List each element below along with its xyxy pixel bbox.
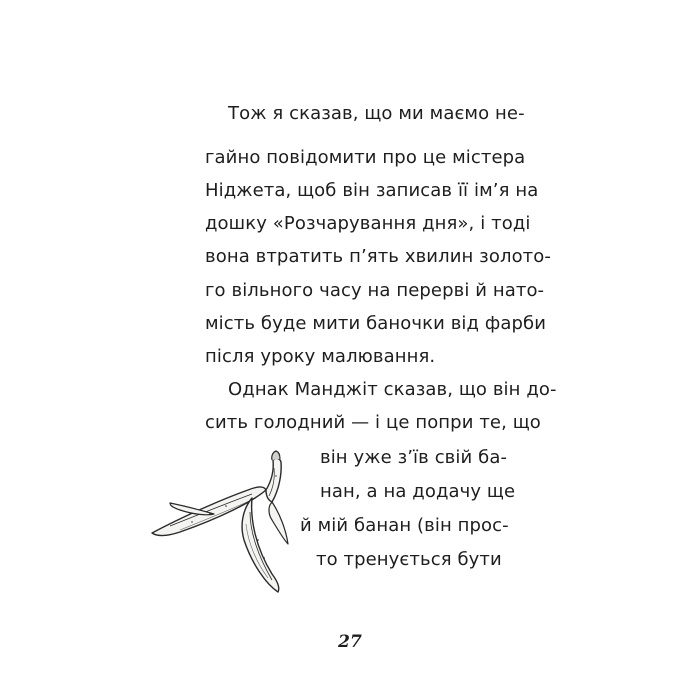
text-line: то тренується бути bbox=[316, 549, 502, 570]
text-line: дошку «Розчарування дня», і тоді bbox=[205, 213, 531, 234]
text-line: нан, а на додачу ще bbox=[320, 481, 516, 502]
text-line: го вільного часу на перерві й нато- bbox=[205, 280, 545, 301]
text-line: Ніджета, щоб він записав її ім’я на bbox=[205, 180, 539, 201]
page-number: 27 bbox=[338, 632, 362, 652]
banana-peel-illustration bbox=[140, 440, 300, 600]
text-line: сить голодний — і це попри те, що bbox=[205, 412, 541, 433]
text-line: мість буде мити баночки від фарби bbox=[205, 313, 547, 334]
text-line: після уроку малювання. bbox=[205, 346, 436, 367]
text-line: й мій банан (він прос- bbox=[300, 515, 509, 536]
text-line: Тож я сказав, що ми маємо не- bbox=[228, 103, 525, 124]
text-line: Однак Манджіт сказав, що він до- bbox=[228, 379, 557, 400]
text-line: він уже з’їв свій ба- bbox=[320, 447, 508, 468]
text-line: вона втратить п’ять хвилин золото- bbox=[205, 246, 551, 267]
text-line: гайно повідомити про це містера bbox=[205, 147, 526, 168]
